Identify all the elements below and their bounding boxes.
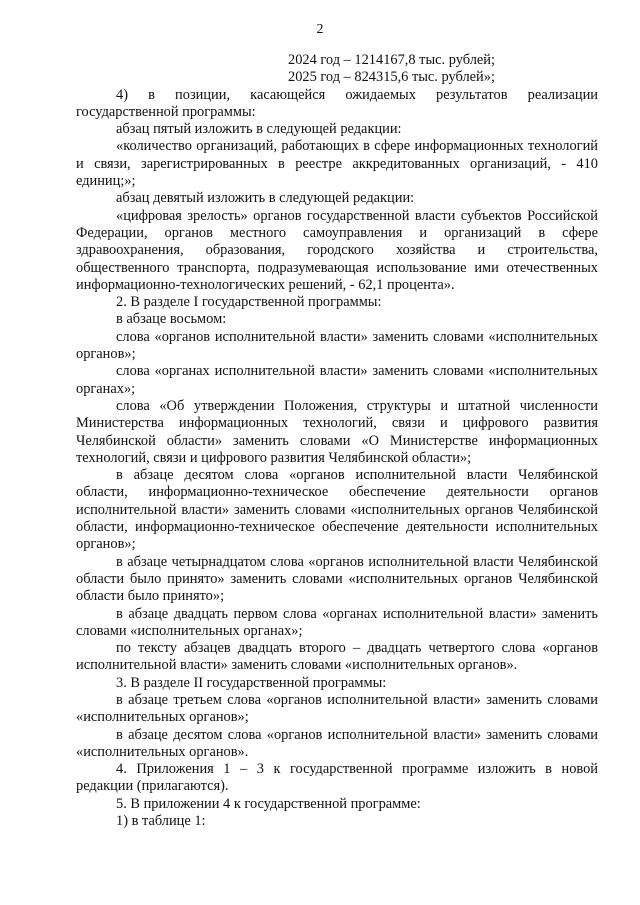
paragraph: «цифровая зрелость» органов государственной власти субъектов Российской Федерации, органов местного самоуправления и организаций в сфере здравоохранения, образования, городского хозяйства и строительства, общественного транспорта, подразумевающая использование ими отечественных информационно-технологических решений, - 62,1 процента». [76,207,598,293]
document-body [76,52,598,830]
paragraph: по тексту абзацев двадцать второго – двадцать четвертого слова «органов исполнительной власти» заменить словами «исполнительных органов». [76,640,598,674]
budget-line-2024: 2024 год – 1214167,8 тыс. рублей; [288,52,495,68]
budget-line-2025: 2025 год – 824315,6 тыс. рублей»; [288,69,495,86]
paragraph: 4. Приложения 1 – 3 к государственной программе изложить в новой редакции (прилагаются). [76,761,598,795]
paragraph: абзац девятый изложить в следующей редакции: [116,190,415,207]
page-number: 2 [316,22,324,37]
paragraph: слова «Об утверждении Положения, структуры и штатной численности Министерства информационных технологий, связи и цифрового развития Челябинской области» заменить словами «О Министерстве информационных технологий, связи и цифрового развития Челябинской области»; [76,397,598,466]
section-heading: 2. В разделе I государственной программы: [116,294,382,311]
paragraph: в абзаце четырнадцатом слова «органов исполнительной власти Челябинской области было принято» заменить словами «исполнительных органов Челябинской области было принято»; [76,553,598,605]
section-heading: 5. В приложении 4 к государственной программе: [116,795,421,812]
paragraph: «количество организаций, работающих в сфере информационных технологий и связи, зарегистрированных в реестре аккредитованных организаций, - 410 единиц;»; [76,138,598,190]
paragraph: слова «органах исполнительной власти» заменить словами «исполнительных органах»; [76,363,598,397]
paragraph: в абзаце третьем слова «органов исполнительной власти» заменить словами «исполнительных органов»; [76,691,598,726]
paragraph: в абзаце десятом слова «органов исполнительной власти Челябинской области, информационно-техническое обеспечение деятельности органов исполнительной власти» заменить словами «исполнительных органов Челябинской области, информационно-техническое обеспечение деятельности исполнительных органов»; [76,467,598,553]
paragraph: в абзаце двадцать первом слова «органах исполнительной власти» заменить словами «исполнительных органах»; [76,605,598,639]
paragraph: абзац пятый изложить в следующей редакции: [116,121,402,138]
paragraph: 4) в позиции, касающейся ожидаемых результатов реализации государственной программы: [76,86,598,120]
paragraph: в абзаце восьмом: [116,311,227,328]
paragraph: в абзаце десятом слова «органов исполнительной власти» заменить словами «исполнительных органов». [76,726,598,760]
paragraph: слова «органов исполнительной власти» заменить словами «исполнительных органов»; [76,328,598,363]
paragraph: 1) в таблице 1: [116,813,206,830]
section-heading: 3. В разделе II государственной программы: [116,674,387,691]
